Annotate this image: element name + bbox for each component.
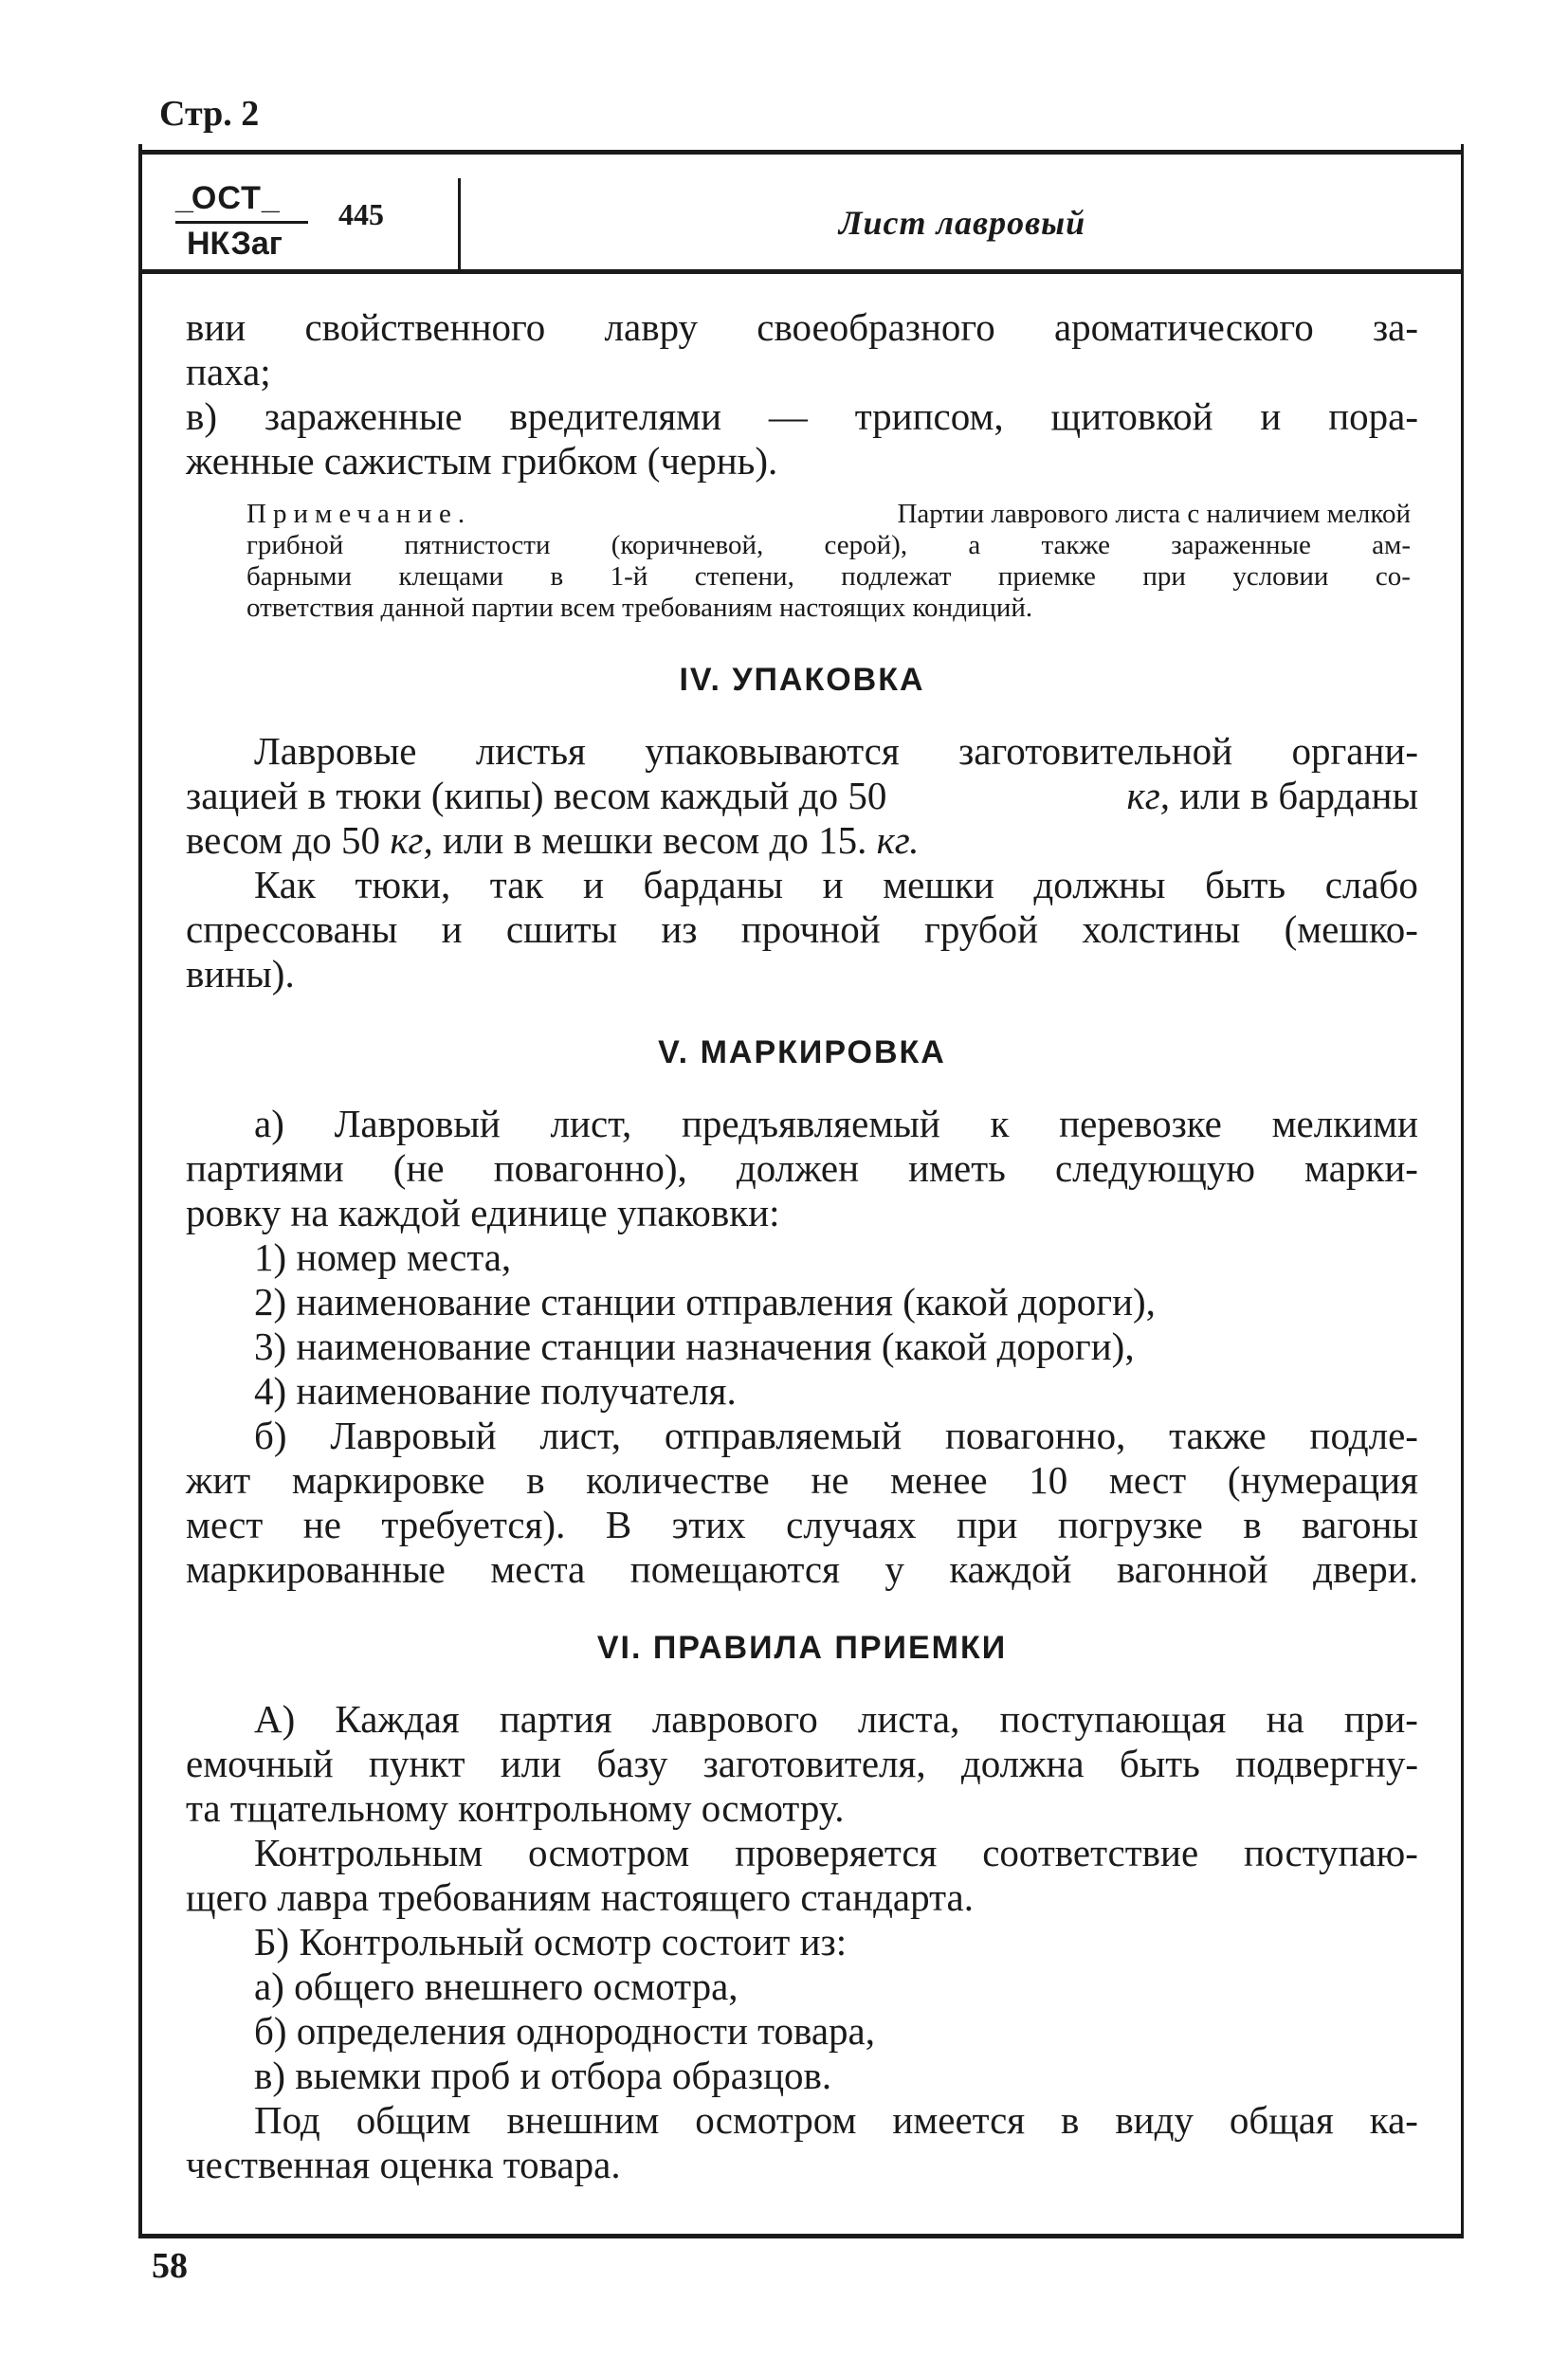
text-line: спрессованы и сшиты из прочной грубой холстины (мешко- [186,907,1418,951]
text-line: женные сажистым грибком (чернь). [186,439,778,483]
list-item: 4) наименование получателя. [254,1369,737,1413]
text-line: А) Каждая партия лаврового листа, поступающая на при- [254,1697,1418,1741]
text-line: партиями (не повагонно), должен иметь следующую марки- [186,1146,1418,1190]
acceptance-control [186,1831,1418,1920]
text-line: емочный пункт или базу заготовителя, должна быть подвергну- [186,1742,1418,1785]
text-line: вии свойственного лавру своеобразного ароматического за- [186,305,1418,349]
text-line: чественная оценка товара. [186,2143,621,2186]
note [246,499,1411,624]
footer-rule [138,2234,1464,2238]
text-line: вины). [186,952,295,996]
note-line: ответствия данной партии всем требованиям настоящих кондиций. [246,593,1033,623]
marking-paragraph-a [186,1102,1418,1235]
list-item: 1) номер места, [254,1235,512,1279]
text-line: жит маркировке в количестве не менее 10 мест (нумерация [186,1458,1418,1502]
text-line: Б) Контрольный осмотр состоит из: [254,1920,848,1964]
acceptance-paragraph-b [186,1920,1418,2098]
text-line: зацией в тюки (кипы) весом каждый до 50 кг, или в барданы [186,774,1418,817]
packing-paragraph [186,729,1418,863]
standard-code [166,173,450,277]
text-line: в) зараженные вредителями — трипсом, щитовкой и пора- [186,394,1418,438]
note-label: Примечание. [246,499,472,529]
text-line: мест не требуется). В этих случаях при погрузке в вагоны [186,1503,1418,1546]
document-title: Лист лавровый [838,204,1086,242]
list-item: 3) наименование станции назначения (какой дороги), [254,1325,1135,1368]
text-line: щего лавра требованиям настоящего стандарта. [186,1875,974,1919]
marking-paragraph-b [186,1414,1418,1592]
general-inspection [186,2098,1418,2187]
page-number: 58 [152,2246,188,2286]
text-line: весом до 50 кг, или в мешки весом до 15. кг. [186,818,920,862]
note-line [246,499,1411,530]
text-line: маркированные места помещаются у каждой вагонной двери. [186,1547,1418,1591]
paragraph-continuation [186,305,1418,394]
nkzag-label: НКЗаг [187,226,283,262]
note-text: Партии лаврового листа с наличием мелкой [897,499,1411,529]
list-item: б) определения однородности товара, [254,2009,875,2053]
text-line: Контрольным осмотром проверяется соответствие поступаю- [254,1831,1418,1874]
list-item: в) выемки проб и отбора образцов. [254,2054,832,2097]
section-title-acceptance: VI. ПРАВИЛА ПРИЕМКИ [596,1630,1008,1666]
list-item: а) общего внешнего осмотра, [254,1964,738,2008]
note-line: грибной пятнистости (коричневой, серой), а также зараженные ам- [246,530,1411,560]
page-label: Стр. 2 [159,94,260,134]
text-line: ровку на каждой единице упаковки: [186,1191,780,1234]
list-item: 2) наименование станции отправления (какой дороги), [254,1280,1156,1324]
standard-number: 445 [338,197,384,231]
page-body [186,305,1418,2187]
acceptance-paragraph-a [186,1697,1418,1831]
text-line: а) Лавровый лист, предъявляемый к перевозке мелкими [254,1102,1418,1145]
fraction-line [175,221,308,224]
text-line: Как тюки, так и барданы и мешки должны быть слабо [254,863,1418,906]
text-line: та тщательному контрольному осмотру. [186,1786,845,1830]
text-line: Под общим внешним осмотром имеется в виду общая ка- [254,2098,1418,2142]
packing-paragraph-2 [186,863,1418,996]
section-title-packing: IV. УПАКОВКА [679,662,925,698]
text-line: б) Лавровый лист, отправляемый повагонно, также подле- [254,1414,1418,1457]
section-title-marking: V. МАРКИРОВКА [658,1034,946,1070]
ost-label: _ОСТ_ [175,180,278,216]
note-line: барными клещами в 1-й степени, подлежат приемке при условии со- [246,561,1411,592]
text-line: Лавровые листья упаковываются заготовительной органи- [254,729,1418,773]
item-v [186,394,1418,484]
text-line: паха; [186,350,271,393]
marking-list [186,1235,1418,1414]
header-top-rule [138,150,1464,155]
